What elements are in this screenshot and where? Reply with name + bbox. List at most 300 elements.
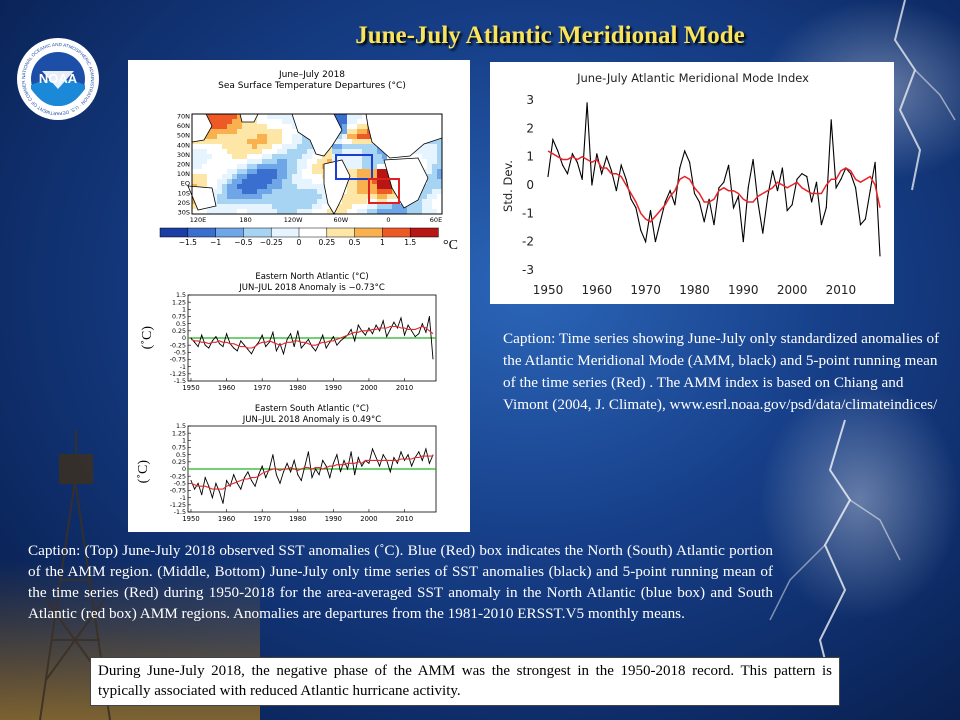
map-cell	[302, 139, 307, 144]
x-tick-label: 1960	[581, 283, 613, 297]
map-cell	[377, 154, 382, 159]
x-tick-label: 1970	[253, 384, 271, 392]
amm-observed-point	[757, 201, 758, 202]
map-cell	[227, 149, 232, 154]
lat-tick-label: 20N	[176, 160, 190, 169]
y-tick-label: -1.25	[169, 371, 186, 379]
map-cell	[237, 124, 242, 129]
map-cell	[262, 124, 267, 129]
map-cell	[242, 174, 247, 179]
observed-point	[272, 454, 273, 455]
map-cell	[292, 199, 297, 204]
map-cell	[237, 184, 242, 189]
lat-tick-label: 70N	[176, 112, 190, 121]
map-cell	[282, 139, 287, 144]
map-cell	[232, 139, 237, 144]
map-cell	[282, 184, 287, 189]
map-cell	[357, 164, 362, 169]
map-cell	[212, 134, 217, 139]
map-cell	[297, 164, 302, 169]
map-cell	[347, 159, 352, 164]
map-cell	[307, 194, 312, 199]
map-cell	[222, 139, 227, 144]
observed-point	[240, 340, 241, 341]
map-cell	[222, 199, 227, 204]
lon-tick-label: 120E	[189, 216, 207, 224]
map-cell	[257, 139, 262, 144]
map-cell	[272, 129, 277, 134]
amm-observed-point	[684, 150, 685, 151]
amm-observed-point	[709, 199, 710, 200]
y-tick-label: -0.75	[169, 487, 186, 495]
caption-right: Caption: Time series showing June-July only standardized anomalies of the Atlantic Meridional Mode (AMM, black) and 5-point running mean of the time series (Red) . The AMM index is based on Chiang and Vimont (2004, J. Climate), www.esrl.noaa.gov/psd/data/climateindices/	[503, 330, 940, 413]
y-tick-label: -0.5	[173, 480, 186, 488]
amm-observed-point	[699, 201, 700, 202]
y-tick-label: -1.25	[169, 502, 186, 510]
colorbar	[160, 228, 438, 247]
map-cell	[312, 169, 317, 174]
map-cell	[357, 129, 362, 134]
map-cell	[307, 164, 312, 169]
map-cell	[317, 199, 322, 204]
map-cell	[352, 159, 357, 164]
observed-point	[390, 329, 391, 330]
map-cell	[247, 194, 252, 199]
observed-point	[351, 329, 352, 330]
map-cell	[247, 129, 252, 134]
map-cell	[337, 139, 342, 144]
amm-observed-point	[879, 255, 880, 256]
map-cell	[317, 204, 322, 209]
map-cell	[267, 114, 272, 119]
map-cell	[317, 169, 322, 174]
map-cell	[302, 189, 307, 194]
map-cell	[237, 149, 242, 154]
observed-point	[251, 480, 252, 481]
map-cell	[272, 119, 277, 124]
y-tick-label: 0.5	[175, 451, 186, 459]
map-cell	[277, 174, 282, 179]
map-cell	[432, 149, 437, 154]
x-tick-label: 1980	[289, 384, 307, 392]
map-cell	[257, 149, 262, 154]
map-cell	[207, 179, 212, 184]
map-cell	[367, 144, 372, 149]
map-cell	[272, 199, 277, 204]
x-tick-label: 1960	[217, 515, 236, 523]
sst-panel	[128, 60, 470, 532]
observed-point	[290, 333, 291, 334]
map-cell	[317, 189, 322, 194]
map-cell	[297, 204, 302, 209]
map-cell	[422, 154, 427, 159]
map-cell	[212, 169, 217, 174]
amm-observed-point	[591, 184, 592, 185]
amm-observed-point	[616, 190, 617, 191]
map-cell	[277, 119, 282, 124]
observed-point	[340, 340, 341, 341]
observed-point	[312, 477, 313, 478]
map-cell	[342, 129, 347, 134]
amm-observed-point	[611, 170, 612, 171]
observed-point	[269, 469, 270, 470]
map-cell	[427, 194, 432, 199]
observed-point	[262, 335, 263, 336]
observed-point	[304, 343, 305, 344]
map-cell	[422, 199, 427, 204]
amm-observed-point	[777, 190, 778, 191]
map-cell	[232, 124, 237, 129]
map-cell	[222, 194, 227, 199]
map-cell	[232, 184, 237, 189]
map-cell	[237, 139, 242, 144]
map-cell	[257, 184, 262, 189]
observed-point	[287, 339, 288, 340]
map-cell	[312, 194, 317, 199]
map-cell	[227, 189, 232, 194]
map-cell	[257, 169, 262, 174]
map-cell	[267, 174, 272, 179]
observed-point	[215, 483, 216, 484]
map-cell	[382, 189, 387, 194]
y-tick-label: 0.75	[171, 444, 186, 452]
map-cell	[287, 149, 292, 154]
map-cell	[222, 164, 227, 169]
map-cell	[347, 144, 352, 149]
amm-observed-point	[626, 179, 627, 180]
map-cell	[317, 164, 322, 169]
amm-observed-point	[655, 241, 656, 242]
colorbar-label: 0.5	[348, 238, 361, 247]
y-tick-label: -0.75	[169, 356, 186, 364]
map-cell	[337, 114, 342, 119]
map-cell	[427, 154, 432, 159]
colorbar-label: 0	[296, 238, 302, 247]
south-atlantic-chart	[170, 423, 436, 523]
amm-observed-point	[660, 221, 661, 222]
map-cell	[262, 149, 267, 154]
map-cell	[307, 174, 312, 179]
observed-point	[276, 474, 277, 475]
map-cell	[277, 139, 282, 144]
map-cell	[287, 184, 292, 189]
map-cell	[217, 189, 222, 194]
amm-observed-point	[596, 153, 597, 154]
map-cell	[432, 194, 437, 199]
map-cell	[227, 119, 232, 124]
observed-point	[255, 486, 256, 487]
map-cell	[327, 154, 332, 159]
map-cell	[247, 149, 252, 154]
colorbar-swatch	[382, 228, 410, 237]
observed-point	[390, 471, 391, 472]
map-cell	[302, 149, 307, 154]
map-cell	[257, 119, 262, 124]
map-cell	[267, 134, 272, 139]
map-cell	[432, 164, 437, 169]
map-cell	[257, 159, 262, 164]
map-cell	[267, 154, 272, 159]
map-cell	[302, 194, 307, 199]
map-cell	[312, 164, 317, 169]
map-title: June–July 2018	[278, 70, 346, 80]
observed-point	[358, 457, 359, 458]
map-cell	[362, 129, 367, 134]
map-cell	[212, 184, 217, 189]
amm-observed-point	[728, 165, 729, 166]
map-cell	[372, 184, 377, 189]
observed-point	[233, 474, 234, 475]
observed-point	[354, 474, 355, 475]
observed-point	[408, 454, 409, 455]
map-cell	[297, 174, 302, 179]
observed-point	[429, 463, 430, 464]
map-cell	[297, 179, 302, 184]
map-cell	[197, 149, 202, 154]
map-cell	[262, 129, 267, 134]
map-cell	[357, 199, 362, 204]
map-cell	[217, 119, 222, 124]
map-cell	[237, 154, 242, 159]
map-cell	[432, 169, 437, 174]
observed-point	[368, 327, 369, 328]
map-cell	[212, 174, 217, 179]
map-cell	[377, 189, 382, 194]
map-cell	[222, 144, 227, 149]
observed-point	[397, 327, 398, 328]
x-tick-label: 1950	[182, 384, 200, 392]
amm-observed-point	[782, 167, 783, 168]
map-cell	[382, 184, 387, 189]
observed-point	[376, 457, 377, 458]
map-cell	[252, 189, 257, 194]
observed-point	[244, 477, 245, 478]
map-cell	[317, 174, 322, 179]
map-cell	[267, 204, 272, 209]
observed-point	[201, 335, 202, 336]
map-cell	[297, 154, 302, 159]
map-cell	[362, 144, 367, 149]
map-cell	[277, 114, 282, 119]
y-tick-label: 0.25	[171, 328, 186, 336]
noaa-logo	[16, 37, 100, 121]
map-cell	[237, 204, 242, 209]
amm-observed-point	[831, 119, 832, 120]
observed-point	[340, 471, 341, 472]
observed-point	[219, 343, 220, 344]
colorbar-unit: °C	[443, 238, 458, 253]
observed-point	[386, 336, 387, 337]
map-cell	[427, 149, 432, 154]
observed-point	[368, 463, 369, 464]
map-cell	[382, 204, 387, 209]
map-cell	[292, 184, 297, 189]
observed-point	[301, 480, 302, 481]
map-cell	[352, 204, 357, 209]
map-cell	[372, 194, 377, 199]
map-cell	[252, 144, 257, 149]
observed-point	[258, 474, 259, 475]
south-chart-subtitle: JUN–JUL 2018 Anomaly is 0.49°C	[242, 415, 382, 425]
map-cell	[222, 114, 227, 119]
map-cell	[277, 154, 282, 159]
map-cell	[252, 134, 257, 139]
observed-point	[294, 460, 295, 461]
map-cell	[262, 199, 267, 204]
map-cell	[357, 184, 362, 189]
map-cell	[362, 124, 367, 129]
map-cell	[232, 194, 237, 199]
map-cell	[272, 169, 277, 174]
north-atlantic-chart	[170, 292, 436, 392]
map-cell	[237, 174, 242, 179]
map-cell	[277, 159, 282, 164]
map-cell	[427, 159, 432, 164]
map-cell	[247, 179, 252, 184]
map-cell	[347, 204, 352, 209]
observed-point	[433, 358, 434, 359]
observed-point	[212, 497, 213, 498]
map-cell	[227, 134, 232, 139]
colorbar-swatch	[243, 228, 271, 237]
y-tick-label: 1.25	[171, 299, 186, 307]
observed-point	[198, 483, 199, 484]
map-cell	[277, 184, 282, 189]
map-cell	[317, 179, 322, 184]
map-cell	[427, 199, 432, 204]
map-cell	[202, 179, 207, 184]
y-tick-label: 1.25	[171, 430, 186, 438]
observed-point	[219, 491, 220, 492]
map-cell	[292, 159, 297, 164]
colorbar-label: −1.5	[178, 238, 197, 247]
map-cell	[432, 159, 437, 164]
map-cell	[362, 164, 367, 169]
map-cell	[227, 199, 232, 204]
map-cell	[267, 184, 272, 189]
observed-point	[333, 463, 334, 464]
observed-point	[208, 348, 209, 349]
map-cell	[422, 159, 427, 164]
map-cell	[192, 179, 197, 184]
observed-point	[404, 460, 405, 461]
map-cell	[277, 199, 282, 204]
map-cell	[207, 174, 212, 179]
map-cell	[232, 199, 237, 204]
observed-point	[244, 345, 245, 346]
colorbar-swatch	[410, 228, 438, 237]
map-cell	[292, 174, 297, 179]
colorbar-swatch	[216, 228, 244, 237]
lon-tick-label: 60E	[429, 216, 443, 224]
lon-tick-label: 0	[386, 216, 391, 224]
map-cell	[247, 189, 252, 194]
amm-observed-point	[674, 204, 675, 205]
observed-point	[425, 448, 426, 449]
map-cell	[342, 144, 347, 149]
y-tick-label: -1	[179, 494, 186, 502]
amm-observed-point	[723, 182, 724, 183]
amm-observed-point	[567, 173, 568, 174]
map-cell	[307, 159, 312, 164]
observed-point	[279, 343, 280, 344]
observed-point	[358, 325, 359, 326]
map-cell	[267, 159, 272, 164]
map-cell	[427, 184, 432, 189]
map-cell	[352, 124, 357, 129]
map-cell	[377, 169, 382, 174]
map-cell	[277, 189, 282, 194]
map-cell	[277, 124, 282, 129]
map-cell	[342, 204, 347, 209]
lat-tick-label: 20S	[177, 198, 190, 207]
map-cell	[212, 129, 217, 134]
map-cell	[232, 129, 237, 134]
y-tick-label: 1	[526, 149, 534, 164]
map-cell	[262, 154, 267, 159]
map-cell	[237, 144, 242, 149]
map-cell	[217, 164, 222, 169]
map-cell	[212, 119, 217, 124]
map-cell	[387, 189, 392, 194]
map-cell	[297, 184, 302, 189]
map-cell	[192, 159, 197, 164]
map-cell	[272, 164, 277, 169]
map-cell	[302, 179, 307, 184]
map-cell	[297, 194, 302, 199]
map-cell	[352, 194, 357, 199]
observed-point	[333, 336, 334, 337]
map-cell	[282, 174, 287, 179]
observed-point	[415, 336, 416, 337]
map-cell	[277, 164, 282, 169]
map-cell	[252, 204, 257, 209]
map-lat-axis	[177, 113, 190, 217]
observed-point	[205, 477, 206, 478]
lon-tick-label: 120W	[283, 216, 303, 224]
map-cell	[212, 114, 217, 119]
observed-point	[379, 466, 380, 467]
lat-tick-label: EQ	[180, 179, 190, 188]
map-cell	[282, 159, 287, 164]
map-cell	[217, 179, 222, 184]
colorbar-label: −0.25	[259, 238, 283, 247]
amm-observed-point	[640, 230, 641, 231]
map-cell	[282, 119, 287, 124]
observed-point	[297, 474, 298, 475]
amm-observed-point	[816, 182, 817, 183]
observed-point	[215, 336, 216, 337]
map-cell	[262, 189, 267, 194]
map-cell	[302, 164, 307, 169]
map-cell	[412, 204, 417, 209]
map-cell	[267, 194, 272, 199]
map-cell	[252, 159, 257, 164]
map-cell	[292, 194, 297, 199]
map-cell	[227, 114, 232, 119]
amm-observed-point	[665, 201, 666, 202]
map-cell	[352, 144, 357, 149]
x-tick-label: 2010	[395, 515, 414, 523]
y-tick-label: -2	[522, 234, 534, 249]
map-cell	[367, 149, 372, 154]
map-cell	[302, 174, 307, 179]
lat-tick-label: 30N	[176, 150, 190, 159]
map-cell	[232, 144, 237, 149]
y-tick-label: 0	[181, 335, 186, 343]
map-cell	[267, 139, 272, 144]
map-cell	[242, 189, 247, 194]
